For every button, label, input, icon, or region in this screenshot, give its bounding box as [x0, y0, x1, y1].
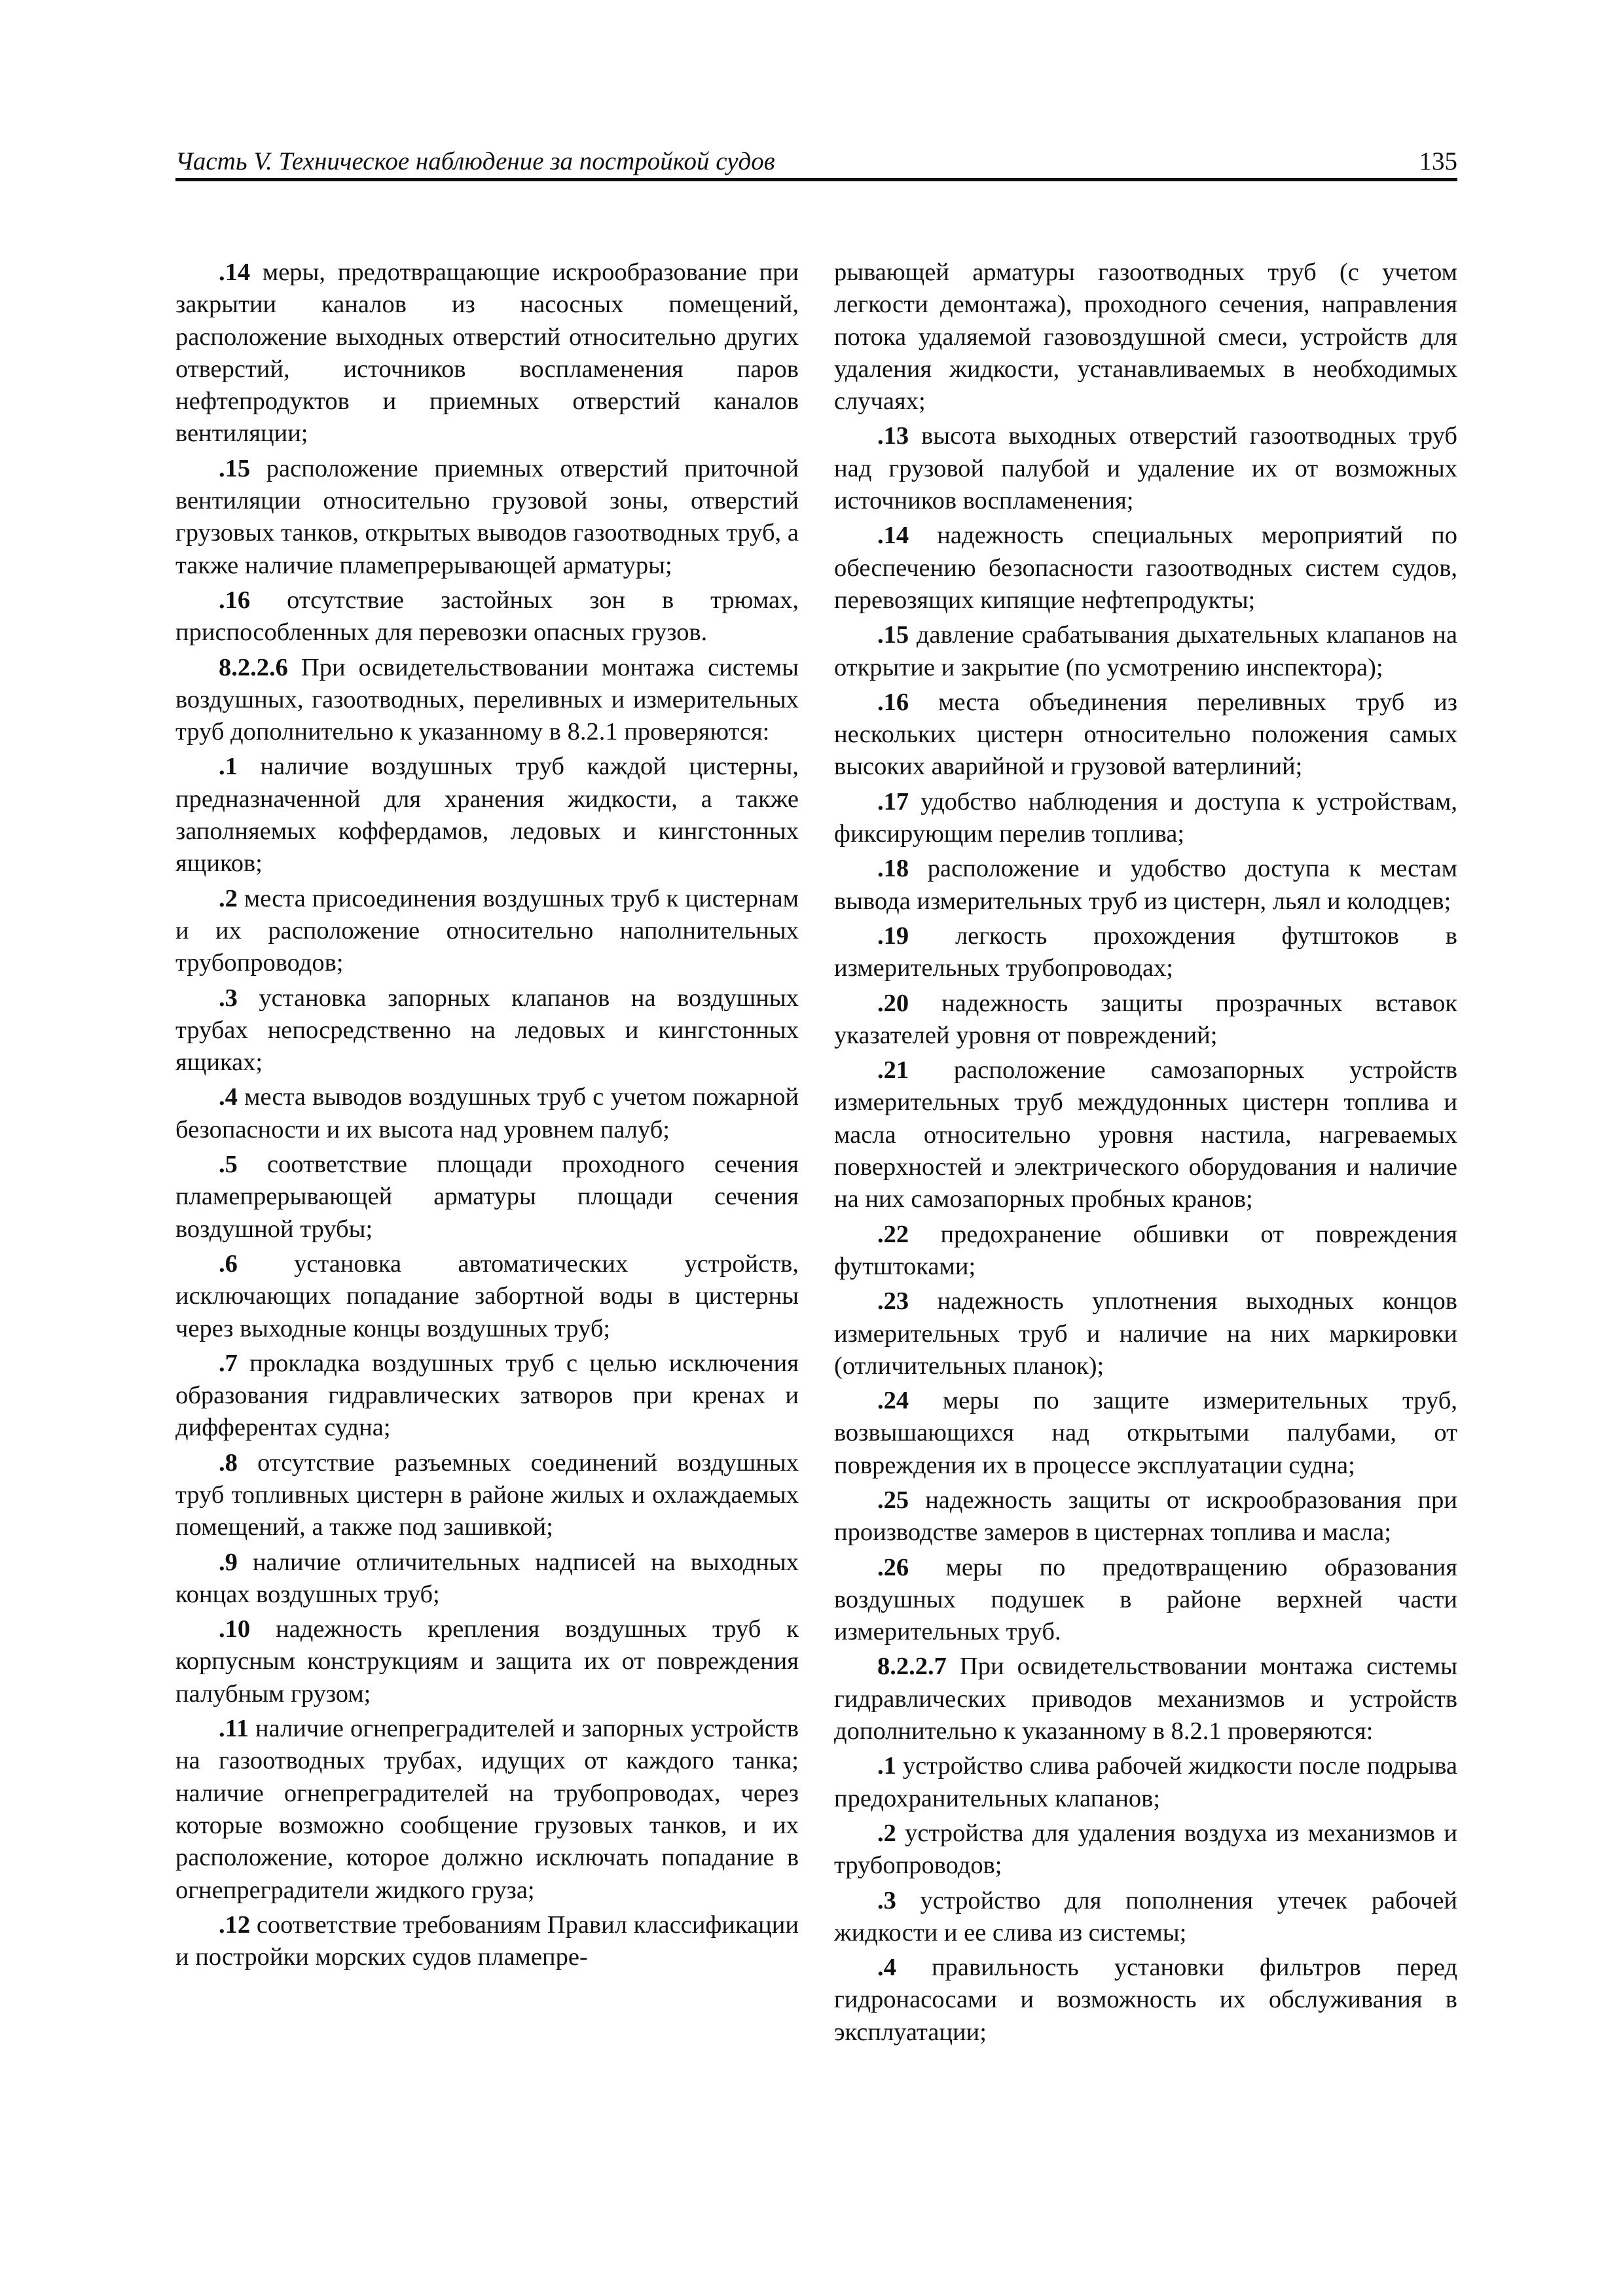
item-text: правильность установки фильтров перед гидронасосами и возможность их обслуживания в эксплуатации; — [834, 1954, 1457, 2046]
item-text: отсутствие разъемных соединений воздушных труб топливных цистерн в районе жилых и охлаждаемых помещений, а также под зашивкой; — [175, 1448, 799, 1541]
item-number: .16 — [877, 688, 909, 716]
item-number: .15 — [877, 621, 909, 649]
list-item — [834, 687, 1457, 783]
continued-text: рывающей арматуры газоотводных труб (с учетом легкости демонтажа), проходного сечения, направления потока удаляемой газовоздушной смеси, устройств для удаления жидкости, устанавливаемых в необходимых случаях; — [834, 259, 1457, 416]
list-item — [834, 420, 1457, 517]
item-number: .21 — [877, 1056, 909, 1085]
item-text: отсутствие застойных зон в трюмах, приспособленных для перевозки опасных грузов. — [175, 586, 799, 647]
item-number: .25 — [877, 1486, 909, 1514]
item-text: соответствие требованиям Правил классификации и постройки морских судов пламепре- — [175, 1910, 799, 1971]
item-number: .17 — [877, 787, 909, 816]
item-text: удобство наблюдения и доступа к устройствам, фиксирующим перелив топлива; — [834, 787, 1457, 848]
list-item — [175, 257, 799, 450]
item-number: .3 — [877, 1886, 896, 1914]
list-item — [175, 453, 799, 582]
list-item — [175, 584, 799, 649]
item-number: .13 — [877, 422, 909, 450]
item-text: наличие отличительных надписей на выходных концах воздушных труб; — [175, 1548, 799, 1608]
item-text: установка запорных клапанов на воздушных трубах непосредственно на ледовых и кингстонных ящиках; — [175, 984, 799, 1077]
item-text: предохранение обшивки от повреждения футштоками; — [834, 1220, 1457, 1280]
item-text: надежность специальных мероприятий по обеспечению безопасности газоотводных систем судов, перевозящих кипящие нефтепродукты; — [834, 522, 1457, 614]
list-item — [175, 1081, 799, 1146]
list-item — [175, 1149, 799, 1246]
section-paragraph — [175, 652, 799, 749]
item-text: При освидетельствовании монтажа системы гидравлических приводов механизмов и устройств дополнительно к указанному в 8.2.1 проверяются: — [834, 1653, 1457, 1746]
list-item — [834, 988, 1457, 1052]
list-item — [175, 1348, 799, 1444]
left-column — [175, 257, 799, 1976]
item-text: соответствие площади проходного сечения пламепрерывающей арматуры площади сечения воздушной трубы; — [175, 1151, 799, 1243]
list-item — [834, 786, 1457, 851]
page-header — [175, 148, 1457, 181]
list-item — [175, 1248, 799, 1345]
list-item — [834, 1054, 1457, 1215]
list-item — [834, 1285, 1457, 1382]
item-text: меры, предотвращающие искрообразование при закрытии каналов из насосных помещений, расположение выходных отверстий относительно других отверстий, источников воспламенения паров нефтепродуктов и приемных отверстий каналов вентиляции; — [175, 259, 799, 448]
list-item — [834, 1750, 1457, 1815]
item-number: .15 — [219, 454, 251, 482]
list-item — [834, 1952, 1457, 2049]
list-item — [834, 853, 1457, 918]
list-item — [175, 1547, 799, 1611]
item-text: меры по защите измерительных труб, возвышающихся над открытыми палубами, от повреждения их в процессе эксплуатации судна; — [834, 1387, 1457, 1479]
item-text: давление срабатывания дыхательных клапанов на открытие и закрытие (по усмотрению инспектора); — [834, 621, 1457, 681]
item-text: устройства для удаления воздуха из механизмов и трубопроводов; — [834, 1819, 1457, 1880]
item-number: .14 — [219, 259, 251, 286]
list-item — [834, 1818, 1457, 1882]
running-header-title: Часть V. Техническое наблюдение за постройкой судов — [175, 147, 775, 175]
item-text: наличие воздушных труб каждой цистерны, предназначенной для хранения жидкости, а также заполняемых коффердамов, ледовых и кингстонных ящиков; — [175, 753, 799, 878]
section-paragraph — [834, 1651, 1457, 1748]
item-number: .20 — [877, 989, 909, 1017]
item-number: .26 — [877, 1553, 909, 1581]
list-item — [834, 1552, 1457, 1649]
section-number: 8.2.2.6 — [219, 653, 288, 681]
list-item — [834, 520, 1457, 617]
item-text: установка автоматических устройств, исключающих попадание забортной воды в цистерны через выходные концы воздушных труб; — [175, 1249, 799, 1342]
item-number: .1 — [219, 753, 238, 781]
list-item — [834, 1219, 1457, 1283]
item-text: устройство для пополнения утечек рабочей жидкости и ее слива из системы; — [834, 1886, 1457, 1946]
list-item — [834, 1385, 1457, 1482]
item-number: .18 — [877, 855, 909, 883]
item-text: расположение самозапорных устройств измерительных труб междудонных цистерн топлива и масла относительно уровня настила, нагреваемых поверхностей и электрического оборудования и наличие на них самозапорных пробных кранов; — [834, 1056, 1457, 1213]
item-number: .22 — [877, 1220, 909, 1248]
item-number: .2 — [877, 1819, 896, 1847]
item-text: места присоединения воздушных труб к цистернам и их расположение относительно наполнительных трубопроводов; — [175, 884, 799, 977]
item-text: высота выходных отверстий газоотводных труб над грузовой палубой и удаление их от возможных источников воспламенения; — [834, 422, 1457, 515]
item-number: .5 — [219, 1151, 238, 1179]
list-item — [175, 982, 799, 1079]
item-text: расположение и удобство доступа к местам вывода измерительных труб из цистерн, льял и колодцев; — [834, 855, 1457, 915]
list-item — [175, 1713, 799, 1907]
section-number: 8.2.2.7 — [877, 1653, 947, 1681]
item-number: .1 — [877, 1752, 896, 1780]
item-number: .9 — [219, 1548, 238, 1576]
item-text: места объединения переливных труб из нескольких цистерн относительно положения самых высоких аварийной и грузовой ватерлиний; — [834, 688, 1457, 781]
list-item — [834, 1885, 1457, 1950]
item-text: надежность крепления воздушных труб к корпусным конструкциям и защита их от повреждения палубным грузом; — [175, 1615, 799, 1708]
list-item — [175, 1909, 799, 1974]
item-number: .23 — [877, 1287, 909, 1316]
item-text: устройство слива рабочей жидкости после подрыва предохранительных клапанов; — [834, 1752, 1457, 1812]
list-item — [175, 1447, 799, 1544]
item-number: .16 — [219, 586, 251, 614]
item-number: .2 — [219, 884, 238, 912]
item-text: места выводов воздушных труб с учетом пожарной безопасности и их высота над уровнем палуб; — [175, 1083, 799, 1143]
item-number: .7 — [219, 1349, 238, 1377]
right-column — [834, 257, 1457, 2051]
item-number: .24 — [877, 1387, 909, 1415]
item-number: .10 — [219, 1615, 251, 1643]
list-item — [175, 751, 799, 880]
item-number: .12 — [219, 1910, 251, 1939]
list-item — [834, 619, 1457, 684]
item-number: .19 — [877, 922, 909, 950]
item-number: .6 — [219, 1249, 238, 1278]
list-item — [834, 920, 1457, 985]
list-item — [175, 883, 799, 980]
item-number: .4 — [877, 1954, 896, 1982]
item-text: расположение приемных отверстий приточной вентиляции относительно грузовой зоны, отверстий грузовых танков, открытых выводов газоотводных труб, а также наличие пламепрерывающей арматуры; — [175, 454, 799, 579]
item-text: надежность защиты от искрообразования при производстве замеров в цистернах топлива и масла; — [834, 1486, 1457, 1547]
item-text: надежность уплотнения выходных концов измерительных труб и наличие на них маркировки (отличительных планок); — [834, 1287, 1457, 1380]
item-text: надежность защиты прозрачных вставок указателей уровня от повреждений; — [834, 989, 1457, 1049]
page-number: 135 — [1419, 147, 1457, 175]
item-number: .4 — [219, 1083, 238, 1111]
item-text: меры по предотвращению образования воздушных подушек в районе верхней части измерительных труб. — [834, 1553, 1457, 1646]
list-item — [834, 1484, 1457, 1549]
item-number: .8 — [219, 1448, 238, 1477]
list-item — [175, 1613, 799, 1710]
item-text: наличие огнепреградителей и запорных устройств на газоотводных трубах, идущих от каждого танка; наличие огнепреградителей на трубопроводах, через которые возможно сообщение грузовых танков, и их расположение, которое должно исключать попадание в огнепреградители жидкого груза; — [175, 1715, 799, 1904]
item-text: легкость прохождения футштоков в измерительных трубопроводах; — [834, 922, 1457, 982]
item-text: прокладка воздушных труб с целью исключения образования гидравлических затворов при кренах и дифферентах судна; — [175, 1349, 799, 1442]
item-number: .3 — [219, 984, 238, 1012]
item-number: .11 — [219, 1715, 249, 1743]
item-text: При освидетельствовании монтажа системы воздушных, газоотводных, переливных и измерительных труб дополнительно к указанному в 8.2.1 проверяются: — [175, 653, 799, 746]
item-number: .14 — [877, 522, 909, 550]
